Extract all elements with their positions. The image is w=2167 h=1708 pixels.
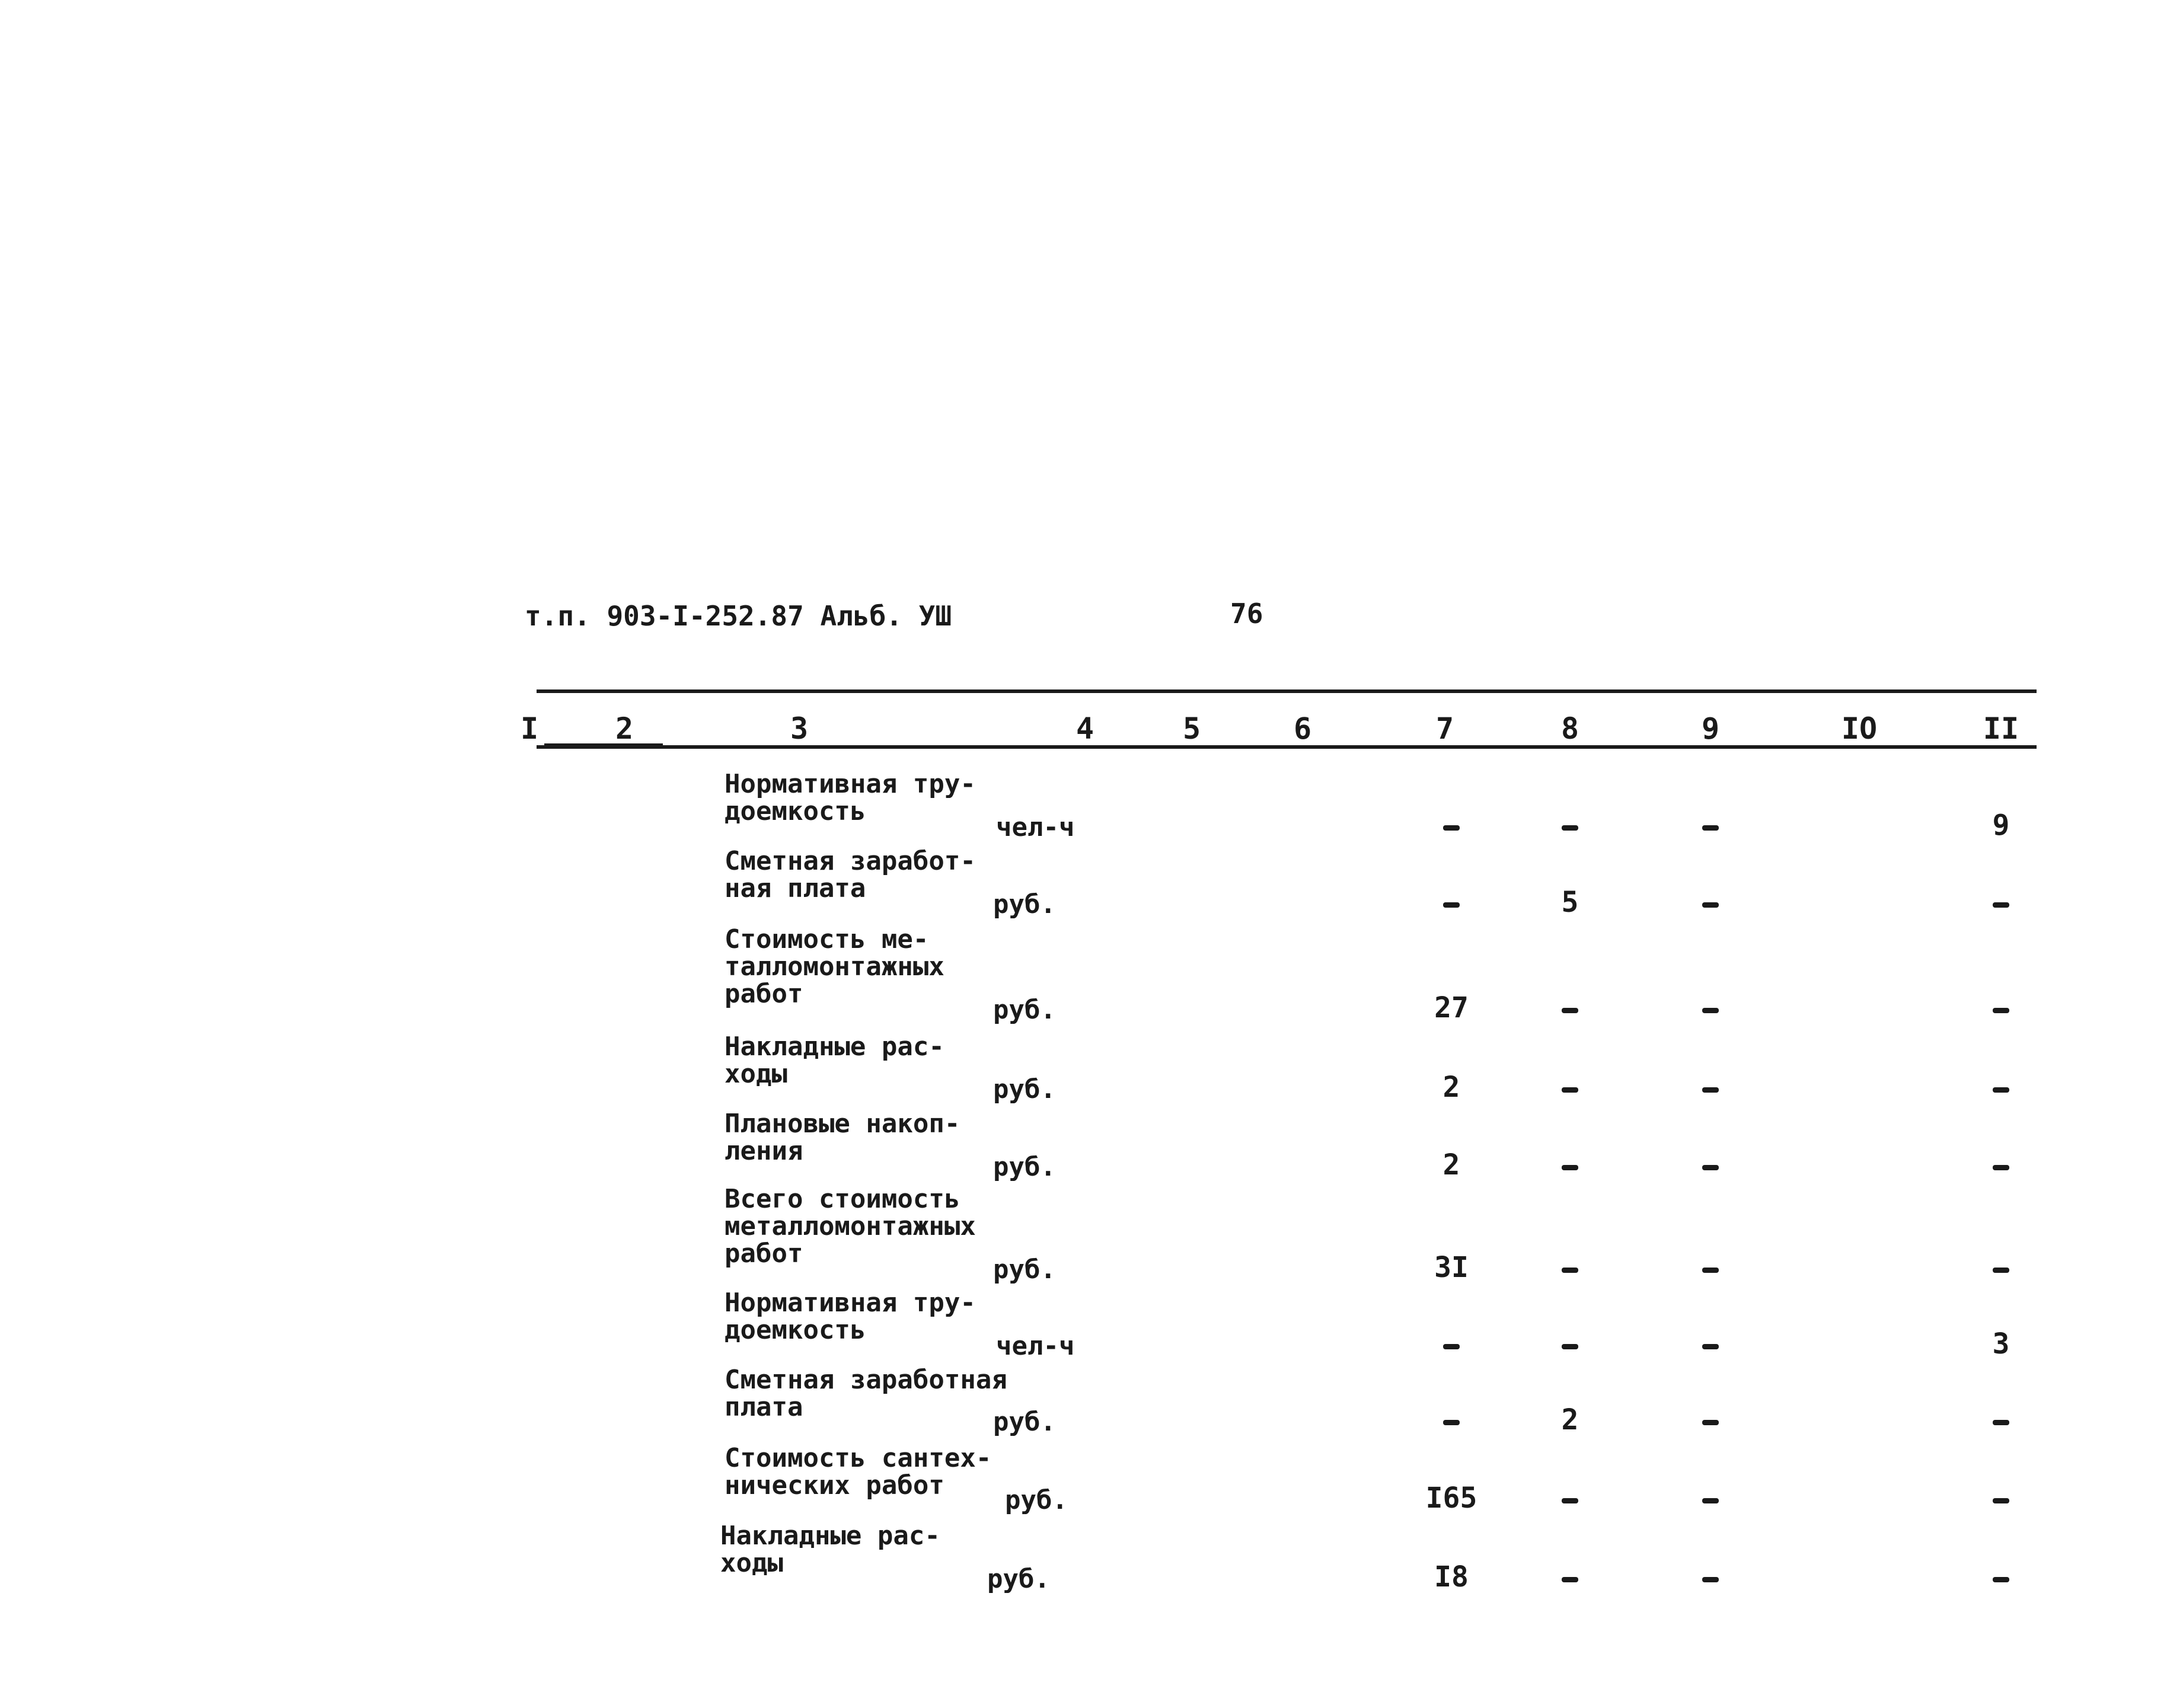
- col8-dash: [1562, 1268, 1578, 1273]
- col11-dash: [1993, 1165, 2009, 1170]
- row-description: Сметная заработная плата: [725, 1365, 1007, 1422]
- table-top-rule: [537, 689, 2037, 693]
- row-unit: руб.: [993, 995, 1056, 1025]
- column-number-11: II: [1983, 711, 2019, 746]
- col9-dash: [1702, 1577, 1719, 1582]
- col11-dash: [1993, 1498, 2009, 1503]
- col7-dash: [1443, 1420, 1460, 1425]
- row-description: Нормативная тру- доемкость: [725, 1288, 976, 1345]
- row-description: Накладные рас- ходы: [720, 1521, 940, 1578]
- row-unit: руб.: [993, 1074, 1056, 1104]
- col9-dash: [1702, 1008, 1719, 1013]
- column-number-3: 3: [790, 711, 809, 746]
- row-description: Нормативная тру- доемкость: [725, 769, 976, 826]
- row-description: Сметная заработ- ная плата: [725, 846, 976, 904]
- col7-value: 3I: [1434, 1251, 1469, 1284]
- col9-dash: [1702, 1344, 1719, 1349]
- col8-dash: [1562, 1165, 1578, 1170]
- column-number-2: 2: [615, 711, 634, 746]
- col7-dash: [1443, 1344, 1460, 1349]
- col11-dash: [1993, 1008, 2009, 1013]
- col8-value: 2: [1561, 1403, 1579, 1436]
- col11-value: 9: [1992, 809, 2010, 842]
- col8-dash: [1562, 1008, 1578, 1013]
- row-description: Накладные рас- ходы: [725, 1032, 944, 1089]
- page-number: 76: [1230, 598, 1263, 630]
- col9-dash: [1702, 1268, 1719, 1273]
- col7-value: I65: [1425, 1482, 1477, 1515]
- col7-value: 2: [1442, 1071, 1460, 1104]
- header-bottom-rule: [537, 745, 2037, 749]
- col11-dash: [1993, 902, 2009, 908]
- col8-dash: [1562, 1344, 1578, 1349]
- row-unit: руб.: [1005, 1485, 1068, 1515]
- row-description: Всего стоимость металломонтажных работ: [725, 1184, 976, 1269]
- col7-value: I8: [1434, 1560, 1469, 1594]
- column-number-5: 5: [1182, 711, 1201, 746]
- col9-dash: [1702, 1087, 1719, 1093]
- col11-dash: [1993, 1087, 2009, 1093]
- col7-value: 2: [1442, 1148, 1460, 1182]
- col9-dash: [1702, 1165, 1719, 1170]
- column-number-10: IO: [1841, 711, 1878, 746]
- column-number-7: 7: [1435, 711, 1454, 746]
- col8-dash: [1562, 1087, 1578, 1093]
- col8-dash: [1562, 1577, 1578, 1582]
- column-number-4: 4: [1075, 711, 1094, 746]
- col8-dash: [1562, 825, 1578, 831]
- column-number-8: 8: [1560, 711, 1579, 746]
- column-number-6: 6: [1293, 711, 1312, 746]
- col7-dash: [1443, 902, 1460, 908]
- col7-value: 27: [1434, 991, 1469, 1024]
- col8-value: 5: [1561, 886, 1579, 919]
- col9-dash: [1702, 1420, 1719, 1425]
- row-unit: чел-ч: [996, 1331, 1075, 1361]
- row-description: Стоимость сантех- нических работ: [725, 1443, 992, 1501]
- col11-dash: [1993, 1420, 2009, 1425]
- col11-dash: [1993, 1577, 2009, 1582]
- row-description: Стоимость ме- талломонтажных работ: [725, 924, 944, 1009]
- row-unit: руб.: [987, 1564, 1050, 1594]
- col11-value: 3: [1992, 1327, 2010, 1361]
- column-number-9: 9: [1701, 711, 1720, 746]
- row-unit: руб.: [993, 1254, 1056, 1285]
- row-unit: руб.: [993, 1152, 1056, 1182]
- row-unit: руб.: [993, 889, 1056, 920]
- document-reference: т.п. 903-I-252.87 Альб. УШ: [525, 600, 952, 632]
- col1-underline: [544, 743, 663, 746]
- row-description: Плановые накоп- ления: [725, 1109, 960, 1166]
- column-number-1: I: [520, 711, 539, 746]
- col8-dash: [1562, 1498, 1578, 1503]
- col11-dash: [1993, 1268, 2009, 1273]
- col9-dash: [1702, 1498, 1719, 1503]
- row-unit: чел-ч: [996, 812, 1075, 842]
- col7-dash: [1443, 825, 1460, 831]
- col9-dash: [1702, 825, 1719, 831]
- row-unit: руб.: [993, 1407, 1056, 1437]
- col9-dash: [1702, 902, 1719, 908]
